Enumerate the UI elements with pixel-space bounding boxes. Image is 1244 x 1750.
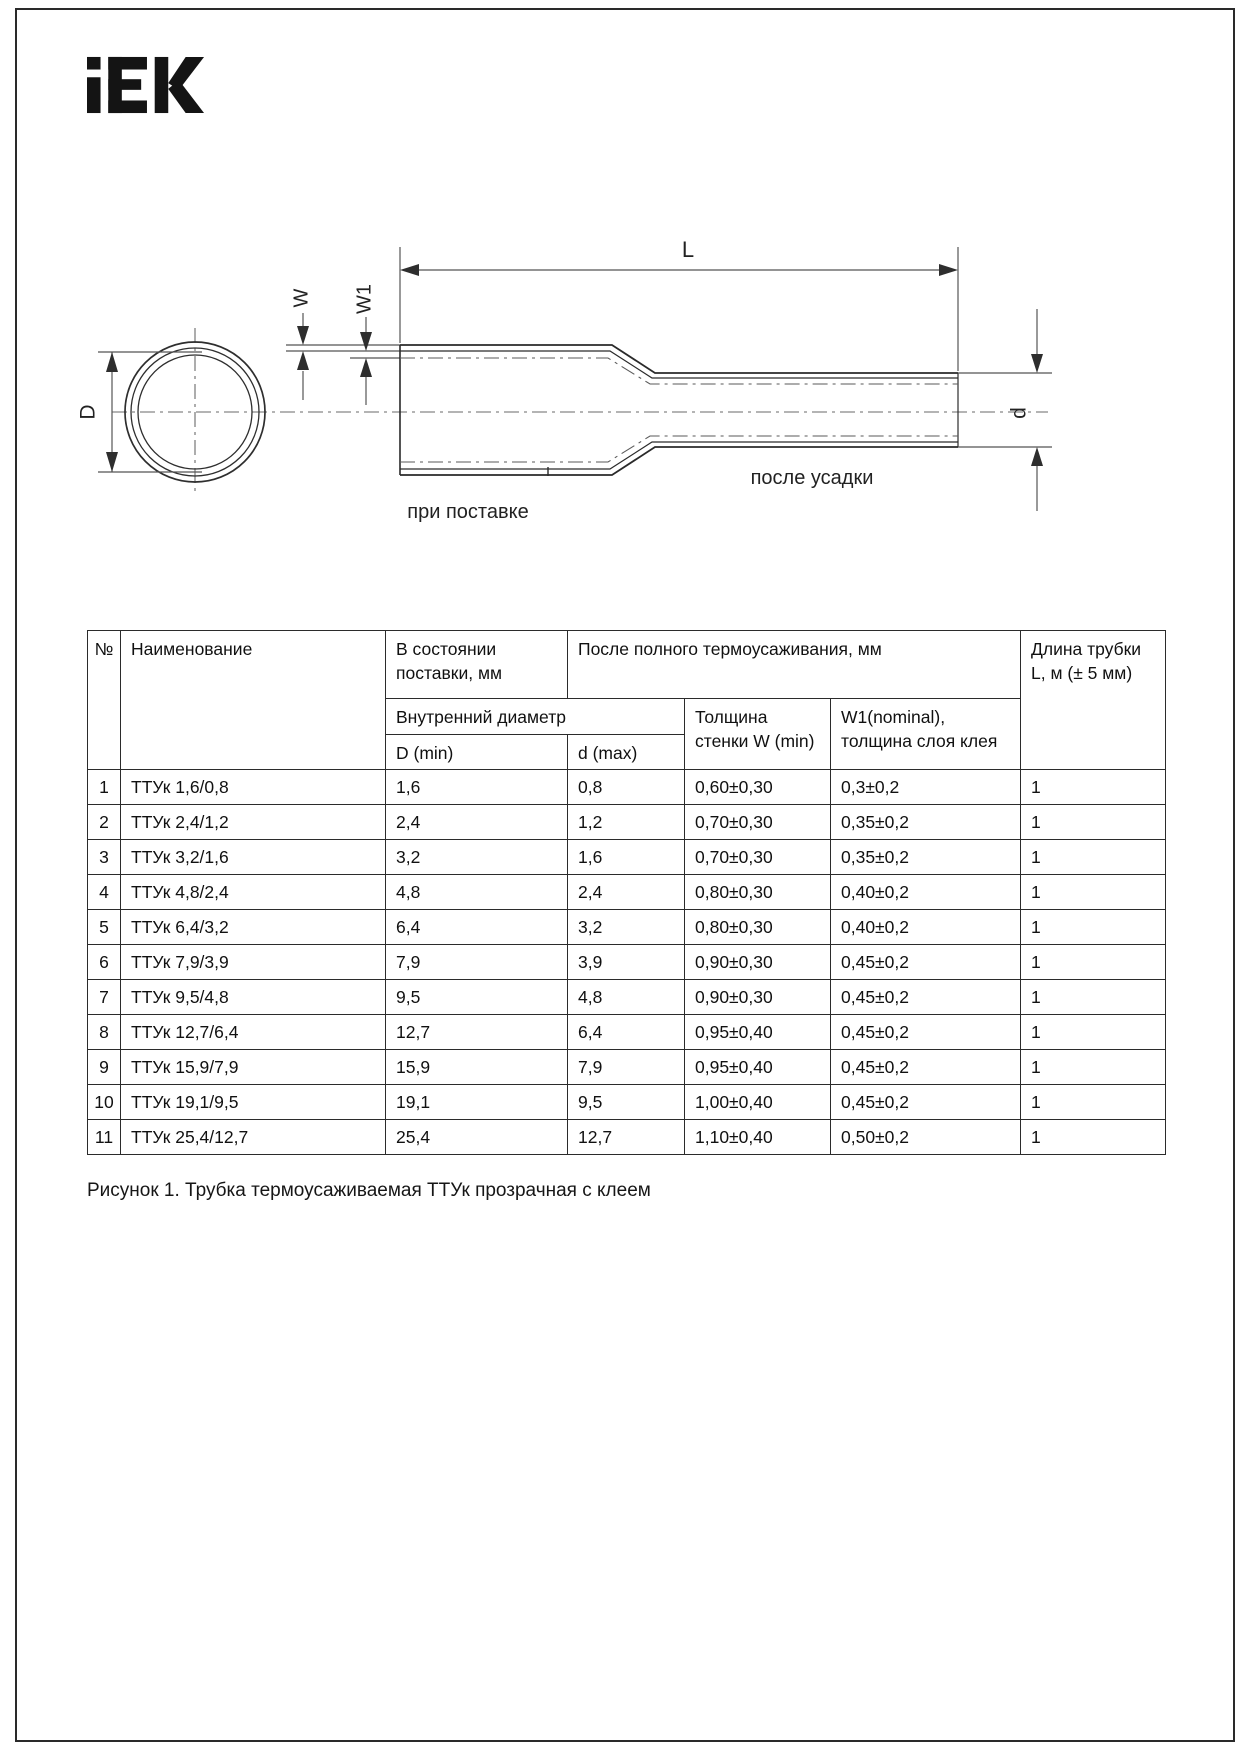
table-cell: 9 — [88, 1050, 121, 1085]
dim-label-W: W — [290, 288, 313, 308]
table-cell: ТТУк 7,9/3,9 — [121, 945, 386, 980]
table-cell: 1 — [1021, 980, 1166, 1015]
col-header-length: Длина трубки L, м (± 5 мм) — [1021, 631, 1166, 770]
table-row — [88, 1015, 1166, 1050]
table-cell: 1,2 — [568, 805, 685, 840]
label-supplied-state: при поставке — [407, 501, 529, 523]
table-row — [88, 840, 1166, 875]
logo-e-bottom — [108, 100, 147, 113]
table-cell: ТТУк 9,5/4,8 — [121, 980, 386, 1015]
table-cell: 12,7 — [568, 1120, 685, 1155]
table-cell: 0,8 — [568, 770, 685, 805]
table-cell: 2,4 — [568, 875, 685, 910]
table-cell: ТТУк 12,7/6,4 — [121, 1015, 386, 1050]
table-cell: 0,35±0,2 — [831, 805, 1021, 840]
logo-i-stem — [87, 77, 101, 113]
table-cell: 1 — [1021, 910, 1166, 945]
col-header-d-max: d (max) — [568, 734, 685, 770]
table-cell: 0,95±0,40 — [685, 1050, 831, 1085]
table-cell: 3,9 — [568, 945, 685, 980]
table-cell: 4,8 — [568, 980, 685, 1015]
dim-label-W1: W1 — [353, 284, 376, 314]
table-row — [88, 1050, 1166, 1085]
table-row — [88, 980, 1166, 1015]
col-header-after-shrink: После полного термоусаживания, мм — [568, 631, 1021, 699]
dim-label-L: L — [681, 237, 695, 262]
table-cell: 0,45±0,2 — [831, 1085, 1021, 1120]
table-row — [88, 945, 1166, 980]
table-cell: 0,35±0,2 — [831, 840, 1021, 875]
logo-e-mid — [108, 79, 141, 90]
table-cell: 0,95±0,40 — [685, 1015, 831, 1050]
table-cell: 0,45±0,2 — [831, 945, 1021, 980]
table-cell: 1,6 — [568, 840, 685, 875]
table-cell: 0,80±0,30 — [685, 910, 831, 945]
table-cell: 1 — [1021, 770, 1166, 805]
table-cell: 0,50±0,2 — [831, 1120, 1021, 1155]
table-cell: 7 — [88, 980, 121, 1015]
col-header-num: № — [88, 631, 121, 770]
table-cell: 7,9 — [386, 945, 568, 980]
table-cell: 11 — [88, 1120, 121, 1155]
table-cell: 0,80±0,30 — [685, 875, 831, 910]
table-cell: ТТУк 2,4/1,2 — [121, 805, 386, 840]
table-row — [88, 1085, 1166, 1120]
table-cell: 9,5 — [568, 1085, 685, 1120]
col-header-w1: W1(nominal), толщина слоя клея — [831, 699, 1021, 770]
logo-k-stem — [155, 57, 169, 113]
table-cell: ТТУк 19,1/9,5 — [121, 1085, 386, 1120]
spec-table-header — [88, 631, 1166, 770]
technical-drawing — [0, 195, 1244, 535]
table-cell: 0,40±0,2 — [831, 910, 1021, 945]
table-cell: 0,90±0,30 — [685, 945, 831, 980]
table-cell: 2,4 — [386, 805, 568, 840]
table-cell: 2 — [88, 805, 121, 840]
table-cell: 4 — [88, 875, 121, 910]
table-cell: 0,70±0,30 — [685, 840, 831, 875]
dimension-d — [958, 309, 1052, 511]
table-cell: 0,60±0,30 — [685, 770, 831, 805]
table-cell: 1 — [1021, 1120, 1166, 1155]
table-cell: 6,4 — [568, 1015, 685, 1050]
dim-label-d: d — [1007, 407, 1031, 419]
table-cell: 3,2 — [568, 910, 685, 945]
table-cell: 1 — [88, 770, 121, 805]
figure-caption: Рисунок 1. Трубка термоусаживаемая ТТУк прозрачная с клеем — [87, 1180, 651, 1201]
table-cell: 1 — [1021, 840, 1166, 875]
table-cell: ТТУк 1,6/0,8 — [121, 770, 386, 805]
table-cell: 1 — [1021, 1050, 1166, 1085]
table-cell: 9,5 — [386, 980, 568, 1015]
table-cell: 1 — [1021, 1085, 1166, 1120]
col-header-inner-diameter: Внутренний диаметр — [386, 699, 685, 735]
table-cell: 5 — [88, 910, 121, 945]
table-cell: 0,70±0,30 — [685, 805, 831, 840]
table-row — [88, 875, 1166, 910]
dimension-W — [286, 288, 400, 400]
table-cell: 1 — [1021, 945, 1166, 980]
table-cell: 0,45±0,2 — [831, 1015, 1021, 1050]
table-cell: 12,7 — [386, 1015, 568, 1050]
table-cell: 0,45±0,2 — [831, 980, 1021, 1015]
col-header-name: Наименование — [121, 631, 386, 770]
table-cell: ТТУк 6,4/3,2 — [121, 910, 386, 945]
spec-table — [87, 630, 1166, 1155]
table-cell: 3,2 — [386, 840, 568, 875]
table-cell: 1 — [1021, 1015, 1166, 1050]
col-header-supplied: В состоянии поставки, мм — [386, 631, 568, 699]
table-cell: 15,9 — [386, 1050, 568, 1085]
table-cell: 1 — [1021, 805, 1166, 840]
col-header-wall: Толщина стенки W (min) — [685, 699, 831, 770]
table-cell: 19,1 — [386, 1085, 568, 1120]
logo-i-dot — [87, 57, 101, 70]
table-cell: 0,45±0,2 — [831, 1050, 1021, 1085]
table-row — [88, 910, 1166, 945]
table-cell: 6,4 — [386, 910, 568, 945]
table-cell: 7,9 — [568, 1050, 685, 1085]
iek-logo — [87, 56, 205, 114]
table-cell: 1,00±0,40 — [685, 1085, 831, 1120]
table-cell: ТТУк 4,8/2,4 — [121, 875, 386, 910]
table-cell: ТТУк 3,2/1,6 — [121, 840, 386, 875]
label-shrunk-state: после усадки — [750, 467, 874, 489]
table-cell: ТТУк 15,9/7,9 — [121, 1050, 386, 1085]
logo-e-top — [108, 57, 147, 70]
table-cell: 1,10±0,40 — [685, 1120, 831, 1155]
table-cell: 25,4 — [386, 1120, 568, 1155]
table-cell: 0,90±0,30 — [685, 980, 831, 1015]
table-row — [88, 805, 1166, 840]
table-cell: 4,8 — [386, 875, 568, 910]
table-cell: 8 — [88, 1015, 121, 1050]
table-cell: 0,40±0,2 — [831, 875, 1021, 910]
table-cell: 0,3±0,2 — [831, 770, 1021, 805]
logo-k-lower-arm — [168, 80, 204, 113]
table-cell: 1 — [1021, 875, 1166, 910]
table-row — [88, 770, 1166, 805]
dim-label-D: D — [76, 404, 100, 420]
table-cell: ТТУк 25,4/12,7 — [121, 1120, 386, 1155]
table-cell: 3 — [88, 840, 121, 875]
table-row — [88, 1120, 1166, 1155]
table-cell: 6 — [88, 945, 121, 980]
table-cell: 1,6 — [386, 770, 568, 805]
col-header-d-min: D (min) — [386, 734, 568, 770]
table-cell: 10 — [88, 1085, 121, 1120]
tube-side-view — [400, 345, 958, 476]
spec-table-body — [88, 770, 1166, 1155]
